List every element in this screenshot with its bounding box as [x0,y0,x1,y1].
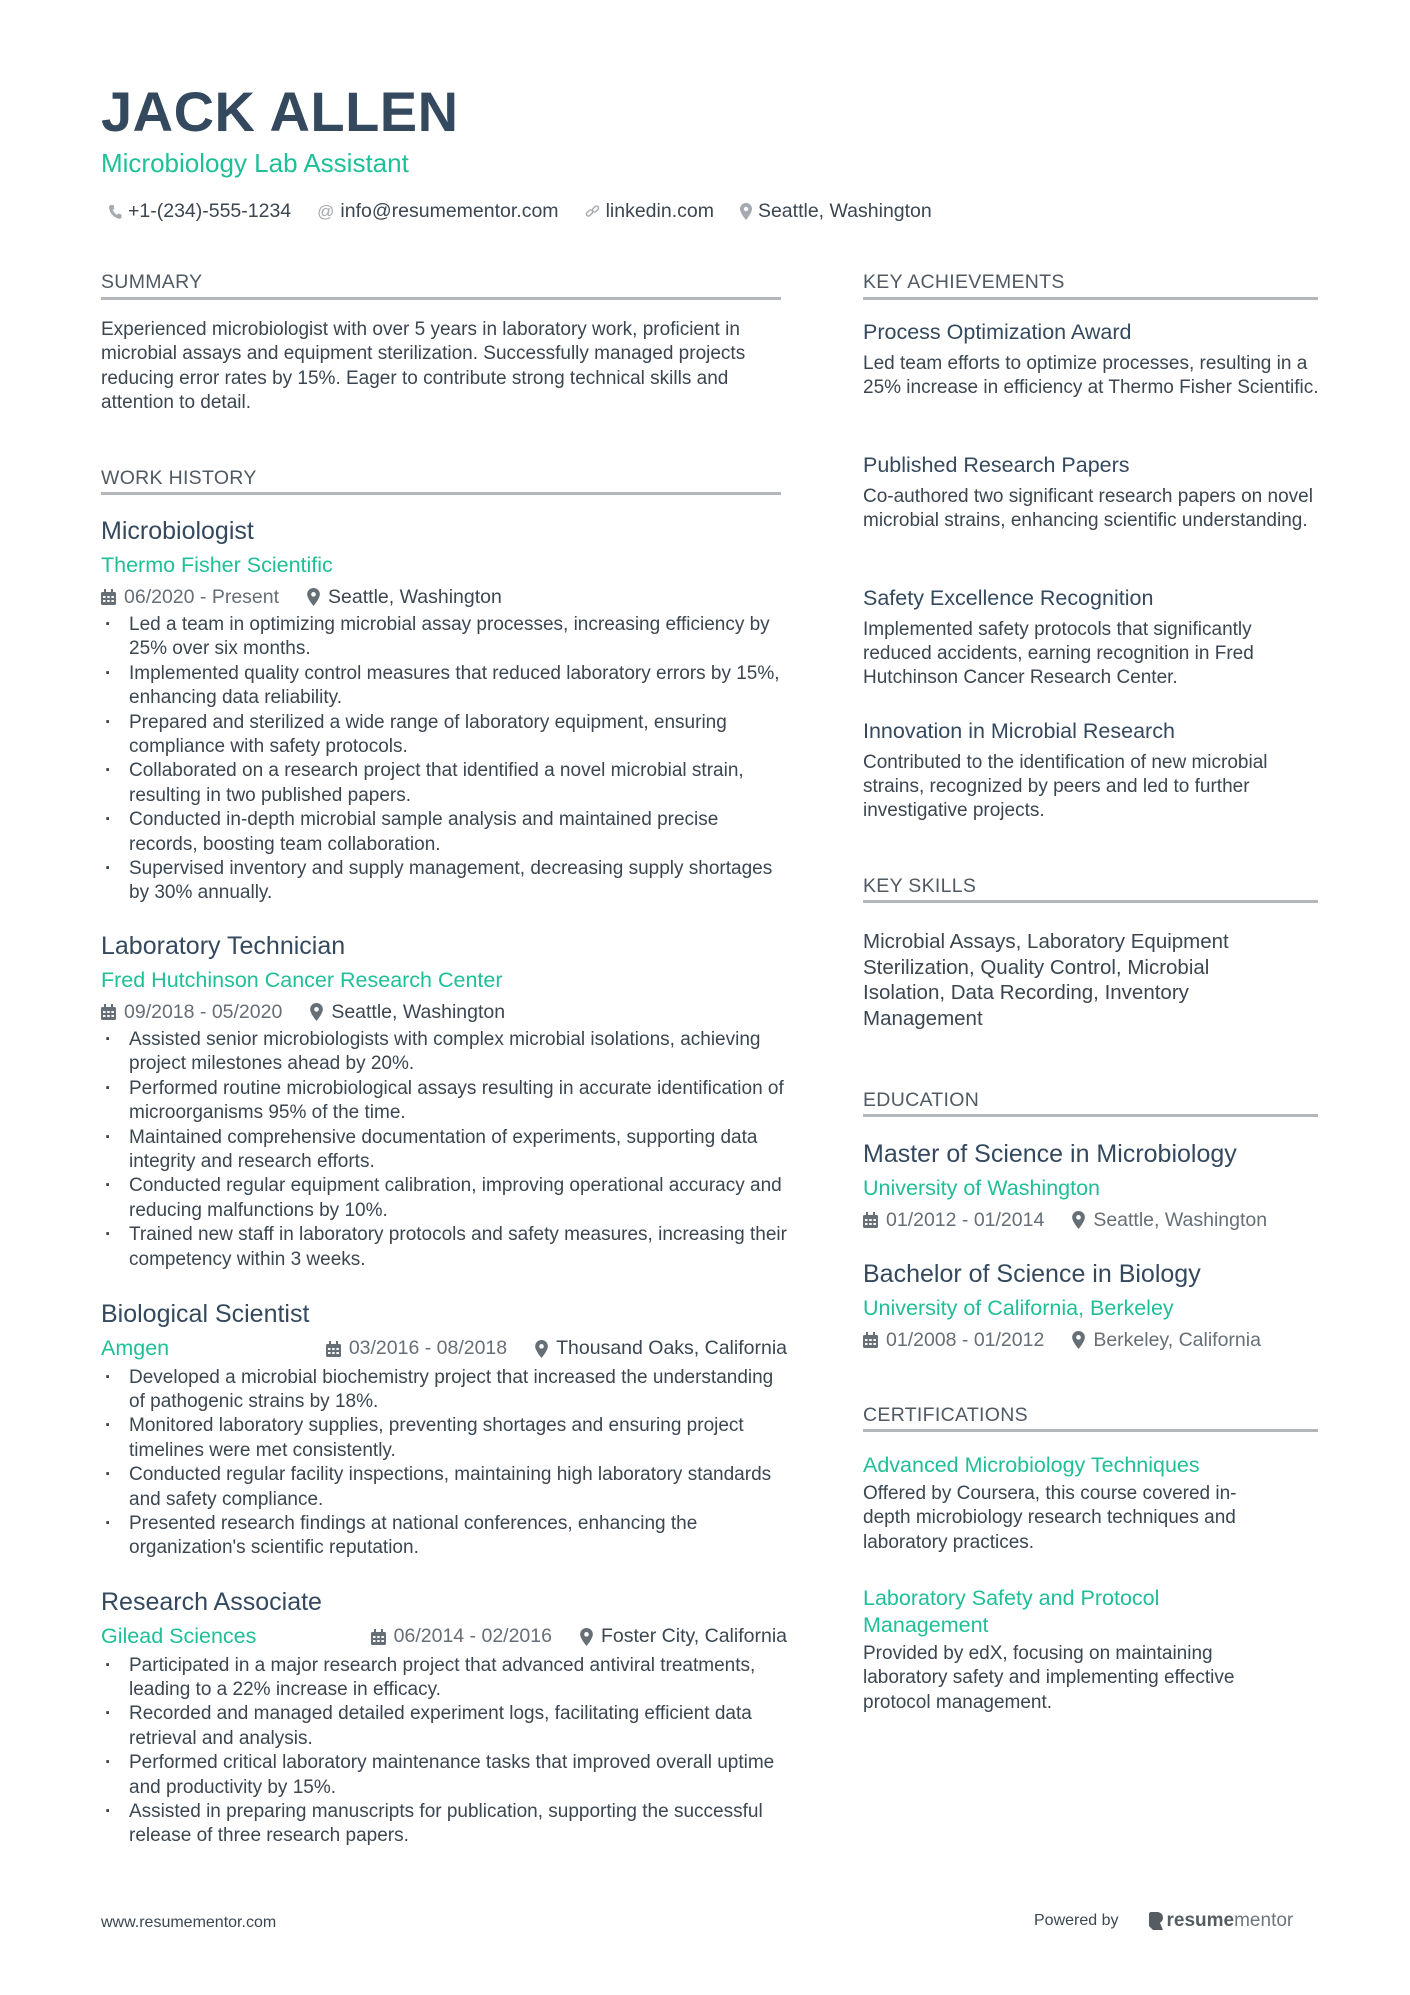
map-pin-icon [1072,1211,1085,1229]
job-bullet: · Maintained comprehensive documentation of experiments, supporting data integrity and research efforts. [101,1126,791,1175]
job-bullet: · Performed routine microbiological assays resulting in accurate identification of microorganisms 95% of the time. [101,1077,791,1126]
education-item [863,1262,1325,1350]
job-bullet: · Performed critical laboratory maintenance tasks that improved overall uptime and productivity by 15%. [101,1751,791,1800]
certification-item [863,1452,1283,1555]
resumementor-logo-icon [1149,1912,1163,1930]
achievement-title: Published Research Papers [863,453,1130,477]
achievement-text: Contributed to the identification of new microbial strains, recognized by peers and led to further investigative projects. [863,751,1268,822]
job-bullet: · Recorded and managed detailed experiment logs, facilitating efficient data retrieval and analysis. [101,1702,791,1751]
job-meta [101,1000,791,1023]
job-bullet: · Conducted regular facility inspections, maintaining high laboratory standards and safety compliance. [101,1463,791,1512]
map-pin-icon [310,1003,323,1021]
at-icon: @ [317,201,335,221]
contact-phone[interactable] [108,200,291,223]
map-pin-icon [307,588,320,606]
job-location: Seattle, Washington [328,585,502,608]
job-location: Foster City, California [600,1625,787,1647]
achievement-item [863,455,1325,533]
contact-linkedin[interactable] [585,200,714,223]
education-school: University of Washington [863,1176,1100,1200]
brand-resume: resume [1166,1910,1235,1931]
job-entry [101,1302,791,1561]
certification-title: Advanced Microbiology Techniques [863,1453,1200,1477]
certifications-heading: CERTIFICATIONS [863,1404,1028,1426]
job-company: Amgen [101,1336,170,1360]
education-dates: 01/2008 - 01/2012 [886,1328,1045,1351]
work-history-heading: WORK HISTORY [101,467,257,489]
job-title: Laboratory Technician [101,932,346,960]
certification-text: Provided by edX, focusing on maintaining laboratory safety and implementing effective protocol management. [863,1643,1235,1713]
powered-by-label: Powered by [1034,1912,1119,1929]
job-entry [101,1590,791,1849]
job-bullet: · Monitored laboratory supplies, preventing shortages and ensuring project timelines were met consistently. [101,1414,791,1463]
job-bullet: · Assisted senior microbiologists with complex microbial isolations, achieving project milestones ahead by 20%. [101,1028,791,1077]
job-bullet: · Supervised inventory and supply management, decreasing supply shortages by 30% annually. [101,857,791,906]
candidate-name: JACK ALLEN [101,80,459,143]
job-bullet: · Assisted in preparing manuscripts for publication, supporting the successful release of three research papers. [101,1800,791,1849]
job-entry [101,519,791,906]
job-entry [101,934,791,1272]
achievement-item [863,322,1325,400]
job-bullet: · Collaborated on a research project that identified a novel microbial strain, resulting in two published papers. [101,759,791,808]
skills-divider [863,900,1318,903]
job-company: Gilead Sciences [101,1624,257,1648]
job-bullet: · Conducted in-depth microbial sample analysis and maintained precise records, boosting team collaboration. [101,808,791,857]
footer-powered-by [1034,1910,1293,1932]
calendar-icon [863,1332,878,1348]
education-degree: Bachelor of Science in Biology [863,1260,1201,1288]
job-bullet: · Prepared and sterilized a wide range of laboratory equipment, ensuring compliance with safety protocols. [101,711,791,760]
skills-heading: KEY SKILLS [863,875,977,897]
achievements-heading: KEY ACHIEVEMENTS [863,271,1065,293]
summary-divider [101,297,781,300]
achievements-divider [863,297,1318,300]
candidate-headline: Microbiology Lab Assistant [101,148,409,178]
link-icon [585,204,600,219]
job-dates: 06/2020 - Present [124,585,280,608]
job-bullet: · Participated in a major research project that advanced antiviral treatments, leading to a 22% increase in efficacy. [101,1654,791,1703]
job-meta [326,1339,787,1359]
calendar-icon [101,1004,116,1020]
education-divider [863,1114,1318,1117]
resumementor-logo[interactable] [1149,1910,1294,1932]
job-bullet: · Presented research findings at national conferences, enhancing the organization's scientific reputation. [101,1512,791,1561]
education-meta [863,1208,1325,1231]
job-bullets [101,1028,791,1272]
job-title: Research Associate [101,1588,322,1616]
achievement-title: Process Optimization Award [863,320,1132,344]
job-bullet: · Conducted regular equipment calibration, improving operational accuracy and reducing malfunctions by 10%. [101,1174,791,1223]
job-title: Microbiologist [101,517,254,545]
job-bullets [101,1654,791,1849]
job-company: Thermo Fisher Scientific [101,553,333,577]
calendar-icon [371,1629,386,1645]
contact-phone-text: +1-(234)-555-1234 [128,200,292,222]
certification-text: Offered by Coursera, this course covered in-depth microbiology research techniques and laboratory practices. [863,1483,1237,1553]
education-heading: EDUCATION [863,1089,980,1111]
contact-linkedin-text: linkedin.com [605,200,714,222]
education-location: Berkeley, California [1093,1328,1261,1351]
footer-website[interactable]: www.resumementor.com [101,1914,277,1931]
achievement-text: Co-authored two significant research papers on novel microbial strains, enhancing scientific understanding. [863,485,1313,531]
achievement-text: Led team efforts to optimize processes, resulting in a 25% increase in efficiency at Thermo Fisher Scientific. [863,352,1319,398]
education-meta [863,1328,1325,1351]
calendar-icon [101,589,116,605]
job-bullets [101,1366,791,1561]
summary-text: Experienced microbiologist with over 5 years in laboratory work, proficient in microbial assays and equipment sterilization. Successfully managed projects reducing error rates by 15%. Eager to contribute strong technical skills and attention to detail. [101,319,746,414]
education-item [863,1142,1325,1230]
contact-location-text: Seattle, Washington [757,200,932,222]
education-dates: 01/2012 - 01/2014 [886,1208,1045,1231]
achievement-title: Safety Excellence Recognition [863,586,1154,610]
contact-email[interactable] [317,200,558,223]
job-bullet: · Implemented quality control measures that reduced laboratory errors by 15%, enhancing data reliability. [101,662,791,711]
achievement-title: Innovation in Microbial Research [863,719,1175,743]
education-location: Seattle, Washington [1093,1208,1268,1231]
job-dates: 03/2016 - 08/2018 [348,1337,508,1359]
brand-mentor: mentor [1234,1910,1294,1931]
job-meta [371,1627,787,1647]
certification-title: Laboratory Safety and Protocol Management [863,1586,1160,1637]
map-pin-icon [1072,1331,1085,1349]
calendar-icon [326,1341,341,1357]
calendar-icon [863,1212,878,1228]
contact-row [108,200,958,223]
job-title: Biological Scientist [101,1300,310,1328]
job-company-meta-row [101,1338,787,1360]
achievement-text: Implemented safety protocols that significantly reduced accidents, earning recognition in Fred Hutchinson Cancer Research Center. [863,618,1254,689]
skills-text: Microbial Assays, Laboratory Equipment Sterilization, Quality Control, Microbial Isolation, Data Recording, Inventory Management [863,930,1229,1030]
work-history-divider [101,492,781,495]
map-pin-icon [580,1628,593,1646]
job-company: Fred Hutchinson Cancer Research Center [101,968,503,992]
job-bullets [101,613,791,906]
job-meta [101,585,791,608]
job-dates: 06/2014 - 02/2016 [393,1625,552,1647]
job-location: Seattle, Washington [331,1000,506,1023]
job-company-meta-row [101,1626,787,1648]
contact-email-text: info@resumementor.com [340,200,559,222]
education-degree: Master of Science in Microbiology [863,1140,1237,1168]
map-pin-icon [740,203,752,220]
certifications-divider [863,1429,1318,1432]
achievement-item [863,721,1325,824]
job-bullet: · Led a team in optimizing microbial assay processes, increasing efficiency by 25% over six months. [101,613,791,662]
job-bullet: · Developed a microbial biochemistry project that increased the understanding of pathogenic strains by 18%. [101,1366,791,1415]
job-bullet: · Trained new staff in laboratory protocols and safety measures, increasing their competency within 3 weeks. [101,1223,791,1272]
map-pin-icon [535,1340,548,1358]
job-dates: 09/2018 - 05/2020 [124,1000,283,1023]
education-school: University of California, Berkeley [863,1296,1174,1320]
contact-location [740,200,932,223]
certification-item [863,1585,1283,1715]
phone-icon [108,204,122,220]
job-location: Thousand Oaks, California [556,1337,787,1359]
achievement-item [863,588,1325,691]
summary-heading: SUMMARY [101,271,203,293]
